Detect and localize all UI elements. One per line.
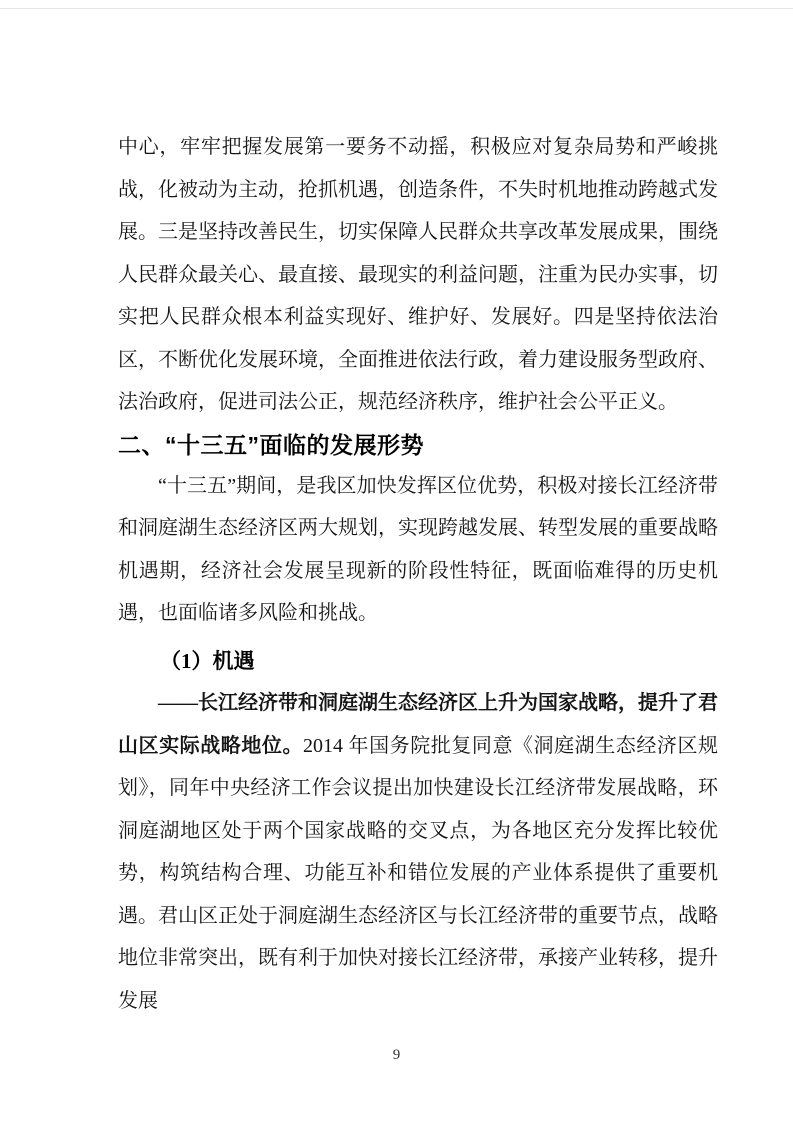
- page-top-edge: [0, 8, 793, 9]
- subsection-heading: （1）机遇: [160, 648, 255, 673]
- page-content: [118, 126, 718, 1022]
- paragraph-opportunity: [118, 682, 718, 1022]
- opportunity-bold-lead: ——长江经济带和洞庭湖生态经济区上升为国家战略，提升了君山区实际战略地位。: [118, 692, 718, 757]
- paragraph-continuation: 中心，牢牢把握发展第一要务不动摇，积极应对复杂局势和严峻挑战，化被动为主动，抢抓机遇，创造条件，不失时机地推动跨越式发展。三是坚持改善民生，切实保障人民群众共享改革发展成果，围绕人民群众最关心、最直接、最现实的利益问题，注重为民办实事，切实把人民群众根本利益实现好、维护好、发展好。四是坚持依法治区，不断优化发展环境，全面推进依法行政，着力建设服务型政府、法治政府，促进司法公正，规范经济秩序，维护社会公平正义。: [118, 136, 718, 413]
- section-heading: 二、“十三五”面临的发展形势: [118, 431, 424, 458]
- paragraph-intro: “十三五”期间，是我区加快发挥区位优势，积极对接长江经济带和洞庭湖生态经济区两大规划，实现跨越发展、转型发展的重要战略机遇期，经济社会发展呈现新的阶段性特征，既面临难得的历史机遇，也面临诸多风险和挑战。: [118, 474, 718, 624]
- page-number: 9: [392, 1047, 401, 1063]
- opportunity-body-text: 2014 年国务院批复同意《洞庭湖生态经济区规划》，同年中央经济工作会议提出加快建设长江经济带发展战略，环洞庭湖地区处于两个国家战略的交叉点，为各地区充分发挥比较优势，构筑结构合理、功能互补和错位发展的产业体系提供了重要机遇。君山区正处于洞庭湖生态经济区与长江经济带的重要节点，战略地位非常突出，既有利于加快对接长江经济带，承接产业转移，提升发展: [118, 734, 718, 1012]
